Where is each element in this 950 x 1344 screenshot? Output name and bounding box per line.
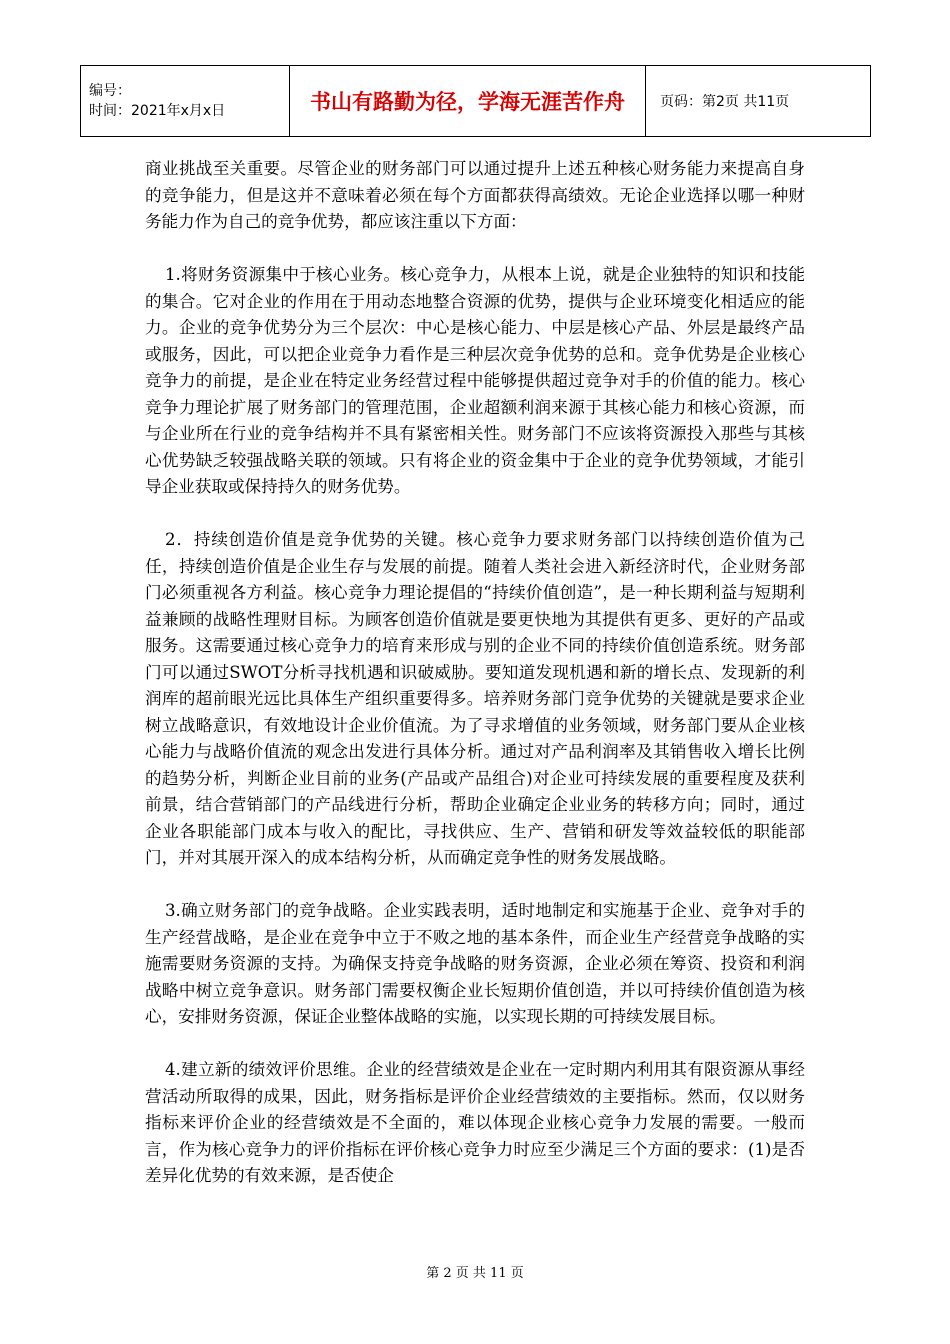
page-footer: 第 2 页 共 11 页: [426, 1266, 524, 1281]
header-page-info: 页码：第2页 共11页: [646, 66, 871, 137]
paragraph-2: 2．持续创造价值是竞争优势的关键。核心竞争力要求财务部门以持续创造价值为己任，持续创造价值是企业生存与发展的前提。随着人类社会进入新经济时代，企业财务部门必须重视各方利益。核心竞争力理论提倡的“持续价值创造”，是一种长期利益与短期利益兼顾的战略性理财目标。为顾客创造价值就是要更快地为其提供有更多、更好的产品或服务。这需要通过核心竞争力的培育来形成与别的企业不同的持续价值创造系统。财务部门可以通过SWOT分析寻找机遇和识破威胁。要知道发现机遇和新的增长点、发现新的利润库的超前眼光远比具体生产组织重要得多。培养财务部门竞争优势的关键就是要求企业树立战略意识，有效地设计企业价值流。为了寻求增值的业务领域，财务部门要从企业核心能力与战略价值流的观念出发进行具体分析。通过对产品利润率及其销售收入增长比例的趋势分析，判断企业目前的业务(产品或产品组合)对企业可持续发展的重要程度及获利前景，结合营销部门的产品线进行分析，帮助企业确定企业业务的转移方向；同时，通过企业各职能部门成本与收入的配比，寻找供应、生产、营销和研发等效益较低的职能部门，并对其展开深入的成本结构分析，从而确定竞争性的财务发展战略。: [145, 530, 805, 867]
header-meta: [81, 66, 290, 137]
document-body: [145, 156, 805, 1190]
page-header: [80, 65, 871, 137]
document-number-label: 编号：: [89, 83, 131, 99]
paragraph-1: 1.将财务资源集中于核心业务。核心竞争力，从根本上说，就是企业独特的知识和技能的集合。它对企业的作用在于用动态地整合资源的优势，提供与企业环境变化相适应的能力。企业的竞争优势分为三个层次：中心是核心能力、中层是核心产品、外层是最终产品或服务，因此，可以把企业竞争力看作是三种层次竞争优势的总和。竞争优势是企业核心竞争力的前提，是企业在特定业务经营过程中能够提供超过竞争对手的价值的能力。核心竞争力理论扩展了财务部门的管理范围，企业超额利润来源于其核心能力和核心资源，而与企业所在行业的竞争结构并不具有紧密相关性。财务部门不应该将资源投入那些与其核心优势缺乏较强战略关联的领域。只有将企业的资金集中于企业的竞争优势领域，才能引导企业获取或保持持久的财务优势。: [145, 265, 805, 496]
header-motto: 书山有路勤为径，学海无涯苦作舟: [290, 66, 646, 137]
paragraph-3: 3.确立财务部门的竞争战略。企业实践表明，适时地制定和实施基于企业、竞争对手的生产经营战略，是企业在竞争中立于不败之地的基本条件，而企业生产经营竞争战略的实施需要财务资源的支持。为确保支持竞争战略的财务资源，企业必须在筹资、投资和利润战略中树立竞争意识。财务部门需要权衡企业长短期价值创造，并以可持续价值创造为核心，安排财务资源，保证企业整体战略的实施，以实现长期的可持续发展目标。: [145, 901, 805, 1026]
paragraph-4: 4.建立新的绩效评价思维。企业的经营绩效是企业在一定时期内利用其有限资源从事经营活动所取得的成果，因此，财务指标是评价企业经营绩效的主要指标。然而，仅以财务指标来评价企业的经营绩效是不全面的，难以体现企业核心竞争力发展的需要。一般而言，作为核心竞争力的评价指标在评价核心竞争力时应至少满足三个方面的要求：(1)是否差异化优势的有效来源，是否使企: [145, 1060, 805, 1185]
document-time-label: 时间：2021年x月x日: [89, 103, 226, 119]
paragraph-intro: 商业挑战至关重要。尽管企业的财务部门可以通过提升上述五种核心财务能力来提高自身的竞争能力，但是这并不意味着必须在每个方面都获得高绩效。无论企业选择以哪一种财务能力作为自己的竞争优势，都应该注重以下方面：: [145, 159, 805, 231]
